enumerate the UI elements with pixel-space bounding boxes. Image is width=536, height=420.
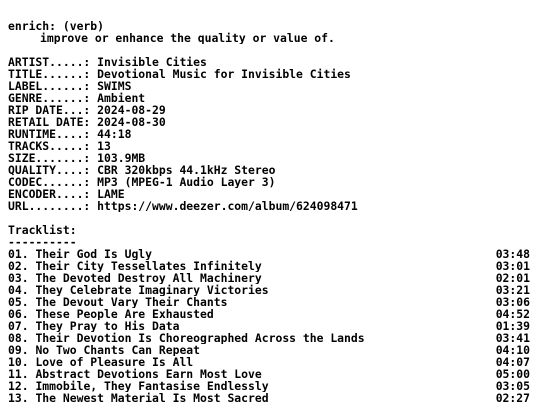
track-title: They Celebrate Imaginary Victories	[35, 284, 269, 296]
info-value: Devotional Music for Invisible Cities	[97, 68, 351, 80]
track-duration: 03:48	[495, 248, 530, 260]
track-number: 05.	[8, 296, 29, 308]
info-line	[8, 92, 530, 104]
track-number: 03.	[8, 272, 29, 284]
track-label	[8, 380, 486, 392]
track-number: 04.	[8, 284, 29, 296]
info-line	[8, 188, 530, 200]
info-line	[8, 128, 530, 140]
info-key: RUNTIME....:	[8, 128, 91, 140]
info-key: ARTIST.....:	[8, 56, 91, 68]
track-label	[8, 272, 486, 284]
track-label	[8, 248, 486, 260]
info-value: Ambient	[97, 92, 146, 104]
track-duration: 02:01	[495, 272, 530, 284]
info-value: 2024-08-29	[97, 104, 166, 116]
track-row	[8, 332, 530, 344]
info-line	[8, 200, 530, 212]
info-value: MP3 (MPEG-1 Audio Layer 3)	[97, 176, 276, 188]
info-value: CBR 320kbps 44.1kHz Stereo	[97, 164, 276, 176]
info-line	[8, 152, 530, 164]
info-line	[8, 80, 530, 92]
spacer	[8, 212, 530, 224]
info-key: TITLE......:	[8, 68, 91, 80]
track-row	[8, 260, 530, 272]
track-title: They Pray to His Data	[35, 320, 180, 332]
tracklist	[8, 248, 530, 404]
info-key: URL........:	[8, 200, 91, 212]
track-number: 13.	[8, 392, 29, 404]
info-line	[8, 104, 530, 116]
track-number: 07.	[8, 320, 29, 332]
track-duration: 05:00	[495, 368, 530, 380]
track-duration: 04:07	[495, 356, 530, 368]
info-value: SWIMS	[97, 80, 132, 92]
track-duration: 03:41	[495, 332, 530, 344]
track-title: The Newest Material Is Most Sacred	[35, 392, 269, 404]
info-key: CODEC......:	[8, 176, 91, 188]
track-row	[8, 320, 530, 332]
info-line	[8, 176, 530, 188]
track-row	[8, 380, 530, 392]
track-row	[8, 392, 530, 404]
definition-term: enrich: (verb)	[8, 20, 105, 32]
info-key: QUALITY....:	[8, 164, 91, 176]
info-value: 44:18	[97, 128, 132, 140]
track-row	[8, 308, 530, 320]
track-title: Immobile, They Fantasise Endlessly	[35, 380, 269, 392]
info-key: GENRE......:	[8, 92, 91, 104]
track-number: 09.	[8, 344, 29, 356]
track-row	[8, 368, 530, 380]
definition-meaning: improve or enhance the quality or value of.	[40, 32, 335, 44]
track-title: Their God Is Ugly	[35, 248, 153, 260]
track-label	[8, 260, 486, 272]
nfo-text-document	[8, 20, 530, 404]
info-key: SIZE.......:	[8, 152, 91, 164]
track-row	[8, 356, 530, 368]
release-info-block	[8, 56, 530, 212]
track-number: 06.	[8, 308, 29, 320]
info-value: 2024-08-30	[97, 116, 166, 128]
track-row	[8, 248, 530, 260]
track-label	[8, 368, 486, 380]
info-value: 103.9MB	[97, 152, 146, 164]
track-label	[8, 308, 486, 320]
info-line	[8, 56, 530, 68]
track-duration: 01:39	[495, 320, 530, 332]
track-duration: 03:01	[495, 260, 530, 272]
track-title: Abstract Devotions Earn Most Love	[35, 368, 262, 380]
info-line	[8, 164, 530, 176]
info-key: ENCODER....:	[8, 188, 91, 200]
track-label	[8, 356, 486, 368]
info-value: https://www.deezer.com/album/624098471	[97, 200, 358, 212]
track-title: The Devout Vary Their Chants	[35, 296, 228, 308]
track-number: 01.	[8, 248, 29, 260]
track-title: Their Devotion Is Choreographed Across the Lands	[35, 332, 365, 344]
track-duration: 04:10	[495, 344, 530, 356]
info-value: 13	[97, 140, 111, 152]
track-title: Their City Tessellates Infinitely	[35, 260, 262, 272]
track-duration: 03:06	[495, 296, 530, 308]
tracklist-underline: ----------	[8, 236, 77, 248]
track-label	[8, 344, 486, 356]
track-row	[8, 344, 530, 356]
track-duration: 04:52	[495, 308, 530, 320]
track-number: 02.	[8, 260, 29, 272]
info-line	[8, 116, 530, 128]
track-row	[8, 272, 530, 284]
track-row	[8, 284, 530, 296]
track-label	[8, 332, 486, 344]
spacer	[8, 44, 530, 56]
info-key: RETAIL DATE:	[8, 116, 91, 128]
track-label	[8, 284, 486, 296]
track-row	[8, 296, 530, 308]
info-line	[8, 140, 530, 152]
track-duration: 03:05	[495, 380, 530, 392]
track-number: 12.	[8, 380, 29, 392]
info-key: LABEL......:	[8, 80, 91, 92]
info-key: TRACKS.....:	[8, 140, 91, 152]
track-number: 10.	[8, 356, 29, 368]
tracklist-heading: Tracklist:	[8, 224, 77, 236]
track-number: 11.	[8, 368, 29, 380]
info-value: LAME	[97, 188, 125, 200]
track-title: The Devoted Destroy All Machinery	[35, 272, 262, 284]
track-label	[8, 320, 486, 332]
track-label	[8, 296, 486, 308]
track-title: These People Are Exhausted	[35, 308, 214, 320]
track-title: Love of Pleasure Is All	[35, 356, 194, 368]
info-key: RIP DATE...:	[8, 104, 91, 116]
track-duration: 02:27	[495, 392, 530, 404]
track-duration: 03:21	[495, 284, 530, 296]
track-label	[8, 392, 486, 404]
track-title: No Two Chants Can Repeat	[35, 344, 201, 356]
track-number: 08.	[8, 332, 29, 344]
info-value: Invisible Cities	[97, 56, 207, 68]
info-line	[8, 68, 530, 80]
